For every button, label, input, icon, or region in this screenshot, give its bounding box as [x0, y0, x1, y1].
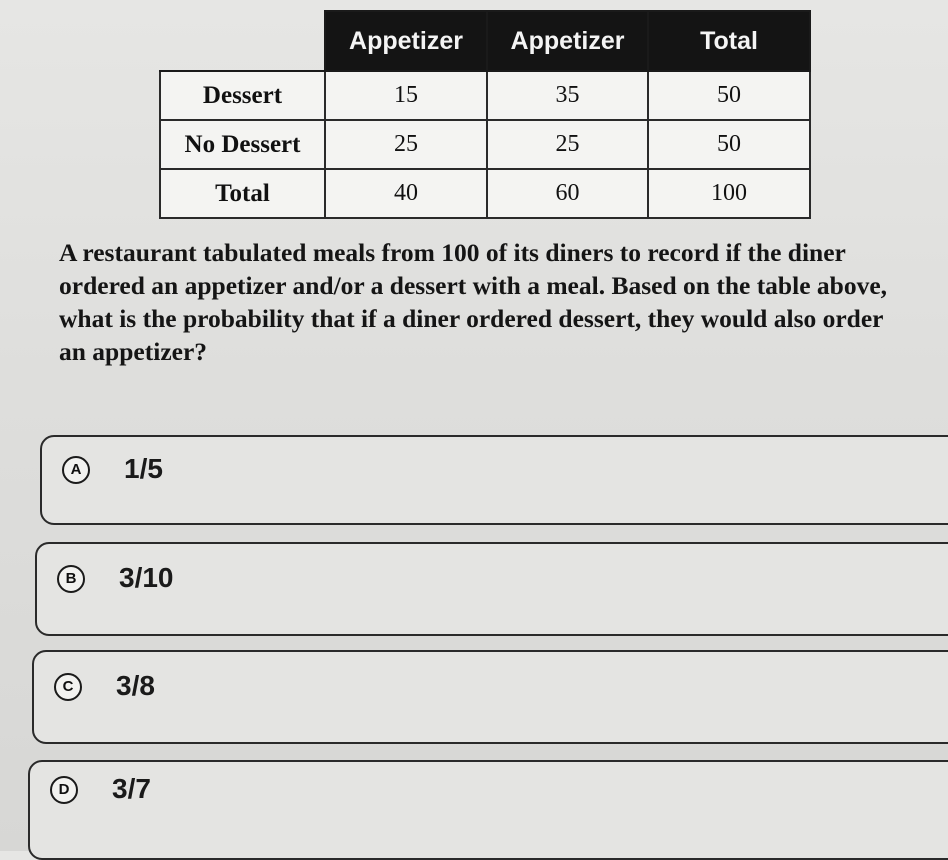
answer-choice-c[interactable] — [32, 650, 948, 744]
choice-value: 3/7 — [112, 773, 151, 804]
column-header-appetizer-2: Appetizer — [487, 11, 648, 71]
table-corner-cell — [160, 11, 325, 71]
answer-choice-a[interactable] — [40, 435, 948, 525]
table-row — [160, 169, 810, 218]
row-header-dessert: Dessert — [160, 71, 325, 120]
table-cell: 60 — [487, 169, 648, 218]
table-row — [160, 120, 810, 169]
choice-letter-badge: C — [54, 673, 82, 701]
table-cell: 15 — [325, 71, 487, 120]
answer-choice-b[interactable] — [35, 542, 948, 636]
table-row — [160, 71, 810, 120]
row-header-no-dessert: No Dessert — [160, 120, 325, 169]
contingency-table-container — [159, 10, 809, 219]
choice-letter-badge: D — [50, 776, 78, 804]
row-header-total: Total — [160, 169, 325, 218]
table-cell: 25 — [487, 120, 648, 169]
column-header-total: Total — [648, 11, 810, 71]
table-header-row — [160, 11, 810, 71]
choice-value: 3/8 — [116, 670, 155, 701]
choice-value: 1/5 — [124, 453, 163, 484]
answer-choice-d[interactable] — [28, 760, 948, 860]
table-cell: 100 — [648, 169, 810, 218]
contingency-table — [159, 10, 811, 219]
table-cell: 50 — [648, 71, 810, 120]
choice-letter-badge: B — [57, 565, 85, 593]
choice-letter-badge: A — [62, 456, 90, 484]
choice-value: 3/10 — [119, 562, 174, 593]
table-cell: 50 — [648, 120, 810, 169]
column-header-appetizer: Appetizer — [325, 11, 487, 71]
question-text: A restaurant tabulated meals from 100 of its diners to record if the diner ordered an appetizer and/or a dessert with a meal. Based on the table above, what is the probability that if a diner ordered dessert, they would also order an appetizer? — [59, 238, 888, 366]
table-cell: 35 — [487, 71, 648, 120]
table-cell: 40 — [325, 169, 487, 218]
table-cell: 25 — [325, 120, 487, 169]
